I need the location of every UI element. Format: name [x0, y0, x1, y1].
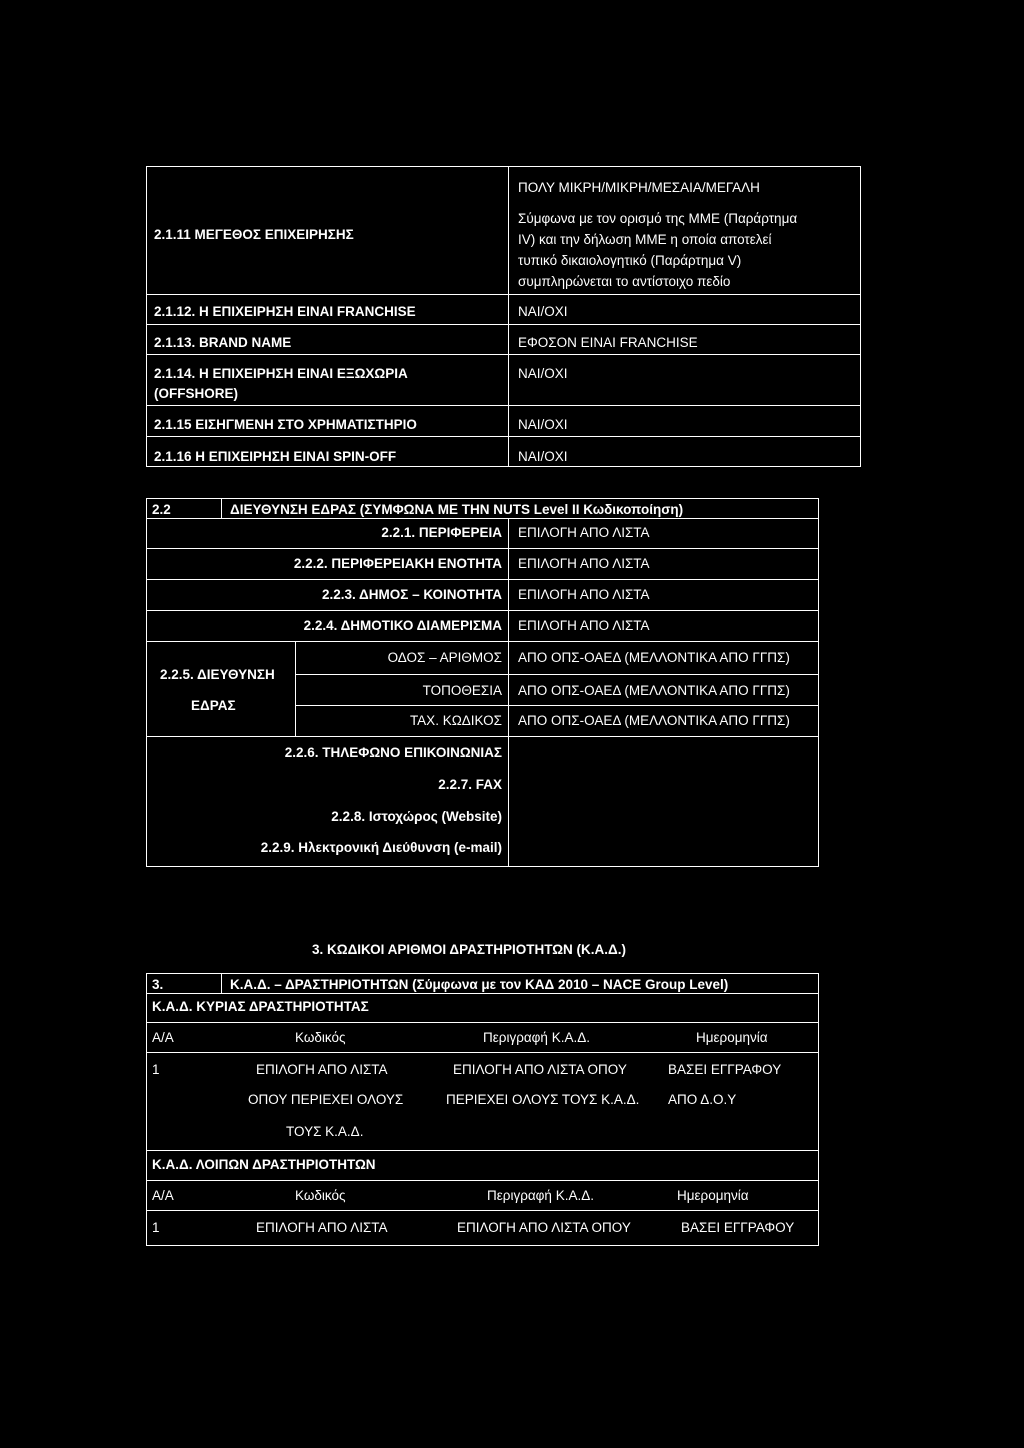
column-header: Κωδικός [295, 1030, 346, 1045]
contact-label: 2.2.8. Ιστοχώρος (Website) [331, 809, 502, 824]
row-label: 2.2.3. ΔΗΜΟΣ – ΚΟΙΝΟΤΗΤΑ [322, 587, 502, 602]
column-header: Α/Α [152, 1030, 174, 1045]
address-field-value: ΑΠΟ ΟΠΣ-ΟΑΕΔ (ΜΕΛΛΟΝΤΙΚΑ ΑΠΟ ΓΓΠΣ) [518, 713, 790, 728]
row-value: ΕΠΙΛΟΓΗ ΑΠΟ ΛΙΣΤΑ [518, 525, 650, 540]
row-label: 2.1.15 ΕΙΣΗΓΜΕΝΗ ΣΤΟ ΧΡΗΜΑΤΙΣΤΗΡΙΟ [154, 417, 417, 432]
column-header: Κωδικός [295, 1188, 346, 1203]
column-header: Ημερομηνία [696, 1030, 768, 1045]
row-value-title: ΠΟΛΥ ΜΙΚΡΗ/ΜΙΚΡΗ/ΜΕΣΑΙΑ/ΜΕΓΑΛΗ [518, 180, 760, 195]
row-value: ΕΦΟΣΟΝ ΕΙΝΑΙ FRANCHISE [518, 335, 698, 350]
row-label: 2.2.2. ΠΕΡΙΦΕΡΕΙΑΚΗ ΕΝΟΤΗΤΑ [293, 556, 502, 571]
row-value: ΝΑΙ/ΟΧΙ [518, 417, 568, 432]
cell-code: ΟΠΟΥ ΠΕΡΙΕΧΕΙ ΟΛΟΥΣ [248, 1092, 404, 1107]
contact-label: 2.2.6. ΤΗΛΕΦΩΝΟ ΕΠΙΚΟΙΝΩΝΙΑΣ [284, 745, 502, 760]
row-value-note: IV) και την δήλωση ΜΜΕ η οποία αποτελεί [518, 232, 772, 247]
row-value-note: τυπικό δικαιολογητικό (Παράρτημα V) [518, 253, 742, 268]
row-value: ΝΑΙ/ΟΧΙ [518, 449, 568, 464]
cell-aa: 1 [152, 1062, 160, 1077]
cell-code: ΕΠΙΛΟΓΗ ΑΠΟ ΛΙΣΤΑ [256, 1220, 388, 1235]
row-label: 2.2.1. ΠΕΡΙΦΕΡΕΙΑ [381, 525, 502, 540]
address-field-value: ΑΠΟ ΟΠΣ-ΟΑΕΔ (ΜΕΛΛΟΝΤΙΚΑ ΑΠΟ ΓΓΠΣ) [518, 683, 790, 698]
section-number: 2.2 [152, 502, 171, 517]
column-header: Περιγραφή Κ.Α.Δ. [483, 1030, 590, 1045]
row-value: ΝΑΙ/ΟΧΙ [518, 304, 568, 319]
row-value: ΕΠΙΛΟΓΗ ΑΠΟ ΛΙΣΤΑ [518, 618, 650, 633]
row-value: ΕΠΙΛΟΓΗ ΑΠΟ ΛΙΣΤΑ [518, 556, 650, 571]
column-header: Α/Α [152, 1188, 174, 1203]
row-value-note: Σύμφωνα με τον ορισμό της ΜΜΕ (Παράρτημα [518, 211, 798, 226]
main-kad-label: Κ.Α.Δ. ΚΥΡΙΑΣ ΔΡΑΣΤΗΡΙΟΤΗΤΑΣ [152, 999, 369, 1014]
cell-aa: 1 [152, 1220, 160, 1235]
section-number: 3. [152, 977, 164, 992]
section-3-heading: 3. ΚΩΔΙΚΟΙ ΑΡΙΘΜΟΙ ΔΡΑΣΤΗΡΙΟΤΗΤΩΝ (Κ.Α.Δ.) [312, 942, 626, 957]
section-title: Κ.Α.Δ. – ΔΡΑΣΤΗΡΙΟΤΗΤΩΝ (Σύμφωνα με τον ΚΑΔ 2010 – NACE Group Level) [230, 977, 729, 992]
row-label: 2.1.12. Η ΕΠΙΧΕΙΡΗΣΗ ΕΙΝΑΙ FRANCHISE [154, 304, 416, 319]
column-header: Περιγραφή Κ.Α.Δ. [487, 1188, 594, 1203]
cell-desc: ΕΠΙΛΟΓΗ ΑΠΟ ΛΙΣΤΑ ΟΠΟΥ [453, 1062, 627, 1077]
address-label: 2.2.5. ΔΙΕΥΘΥΝΣΗ [160, 667, 275, 682]
row-value-note: συμπληρώνεται το αντίστοιχο πεδίο [518, 274, 731, 289]
other-kad-label: Κ.Α.Δ. ΛΟΙΠΩΝ ΔΡΑΣΤΗΡΙΟΤΗΤΩΝ [152, 1157, 376, 1172]
cell-date: ΑΠΟ Δ.Ο.Υ [668, 1092, 737, 1107]
address-field-label: ΤΟΠΟΘΕΣΙΑ [422, 683, 502, 698]
contact-label: 2.2.9. Ηλεκτρονική Διεύθυνση (e-mail) [260, 840, 502, 855]
cell-desc: ΕΠΙΛΟΓΗ ΑΠΟ ΛΙΣΤΑ ΟΠΟΥ [457, 1220, 631, 1235]
address-label: ΕΔΡΑΣ [191, 698, 236, 713]
column-header: Ημερομηνία [677, 1188, 749, 1203]
cell-date: ΒΑΣΕΙ ΕΓΓΡΑΦΟΥ [668, 1062, 782, 1077]
address-field-label: ΤΑΧ. ΚΩΔΙΚΟΣ [409, 713, 502, 728]
row-label: 2.1.13. BRAND NAME [154, 335, 292, 350]
address-field-value: ΑΠΟ ΟΠΣ-ΟΑΕΔ (ΜΕΛΛΟΝΤΙΚΑ ΑΠΟ ΓΓΠΣ) [518, 650, 790, 665]
row-value: ΝΑΙ/ΟΧΙ [518, 366, 568, 381]
address-field-label: ΟΔΟΣ – ΑΡΙΘΜΟΣ [387, 650, 502, 665]
row-label: 2.1.14. Η ΕΠΙΧΕΙΡΗΣΗ ΕΙΝΑΙ ΕΞΩΧΩΡΙΑ [154, 366, 408, 381]
row-label: 2.1.11 ΜΕΓΕΘΟΣ ΕΠΙΧΕΙΡΗΣΗΣ [154, 227, 354, 242]
row-label: 2.1.16 Η ΕΠΙΧΕΙΡΗΣΗ ΕΙΝΑΙ SPIN-OFF [154, 449, 397, 464]
row-label: 2.2.4. ΔΗΜΟΤΙΚΟ ΔΙΑΜΕΡΙΣΜΑ [303, 618, 502, 633]
contact-label: 2.2.7. FAX [438, 777, 502, 792]
cell-desc: ΠΕΡΙΕΧΕΙ ΟΛΟΥΣ ΤΟΥΣ Κ.Α.Δ. [446, 1092, 640, 1107]
cell-code: ΕΠΙΛΟΓΗ ΑΠΟ ΛΙΣΤΑ [256, 1062, 388, 1077]
cell-date: ΒΑΣΕΙ ΕΓΓΡΑΦΟΥ [681, 1220, 795, 1235]
row-label: (OFFSHORE) [154, 386, 238, 401]
row-value: ΕΠΙΛΟΓΗ ΑΠΟ ΛΙΣΤΑ [518, 587, 650, 602]
cell-code: ΤΟΥΣ Κ.Α.Δ. [286, 1124, 364, 1139]
section-title: ΔΙΕΥΘΥΝΣΗ ΕΔΡΑΣ (ΣΥΜΦΩΝΑ ΜΕ ΤΗΝ NUTS Level II Κωδικοποίηση) [230, 502, 684, 517]
